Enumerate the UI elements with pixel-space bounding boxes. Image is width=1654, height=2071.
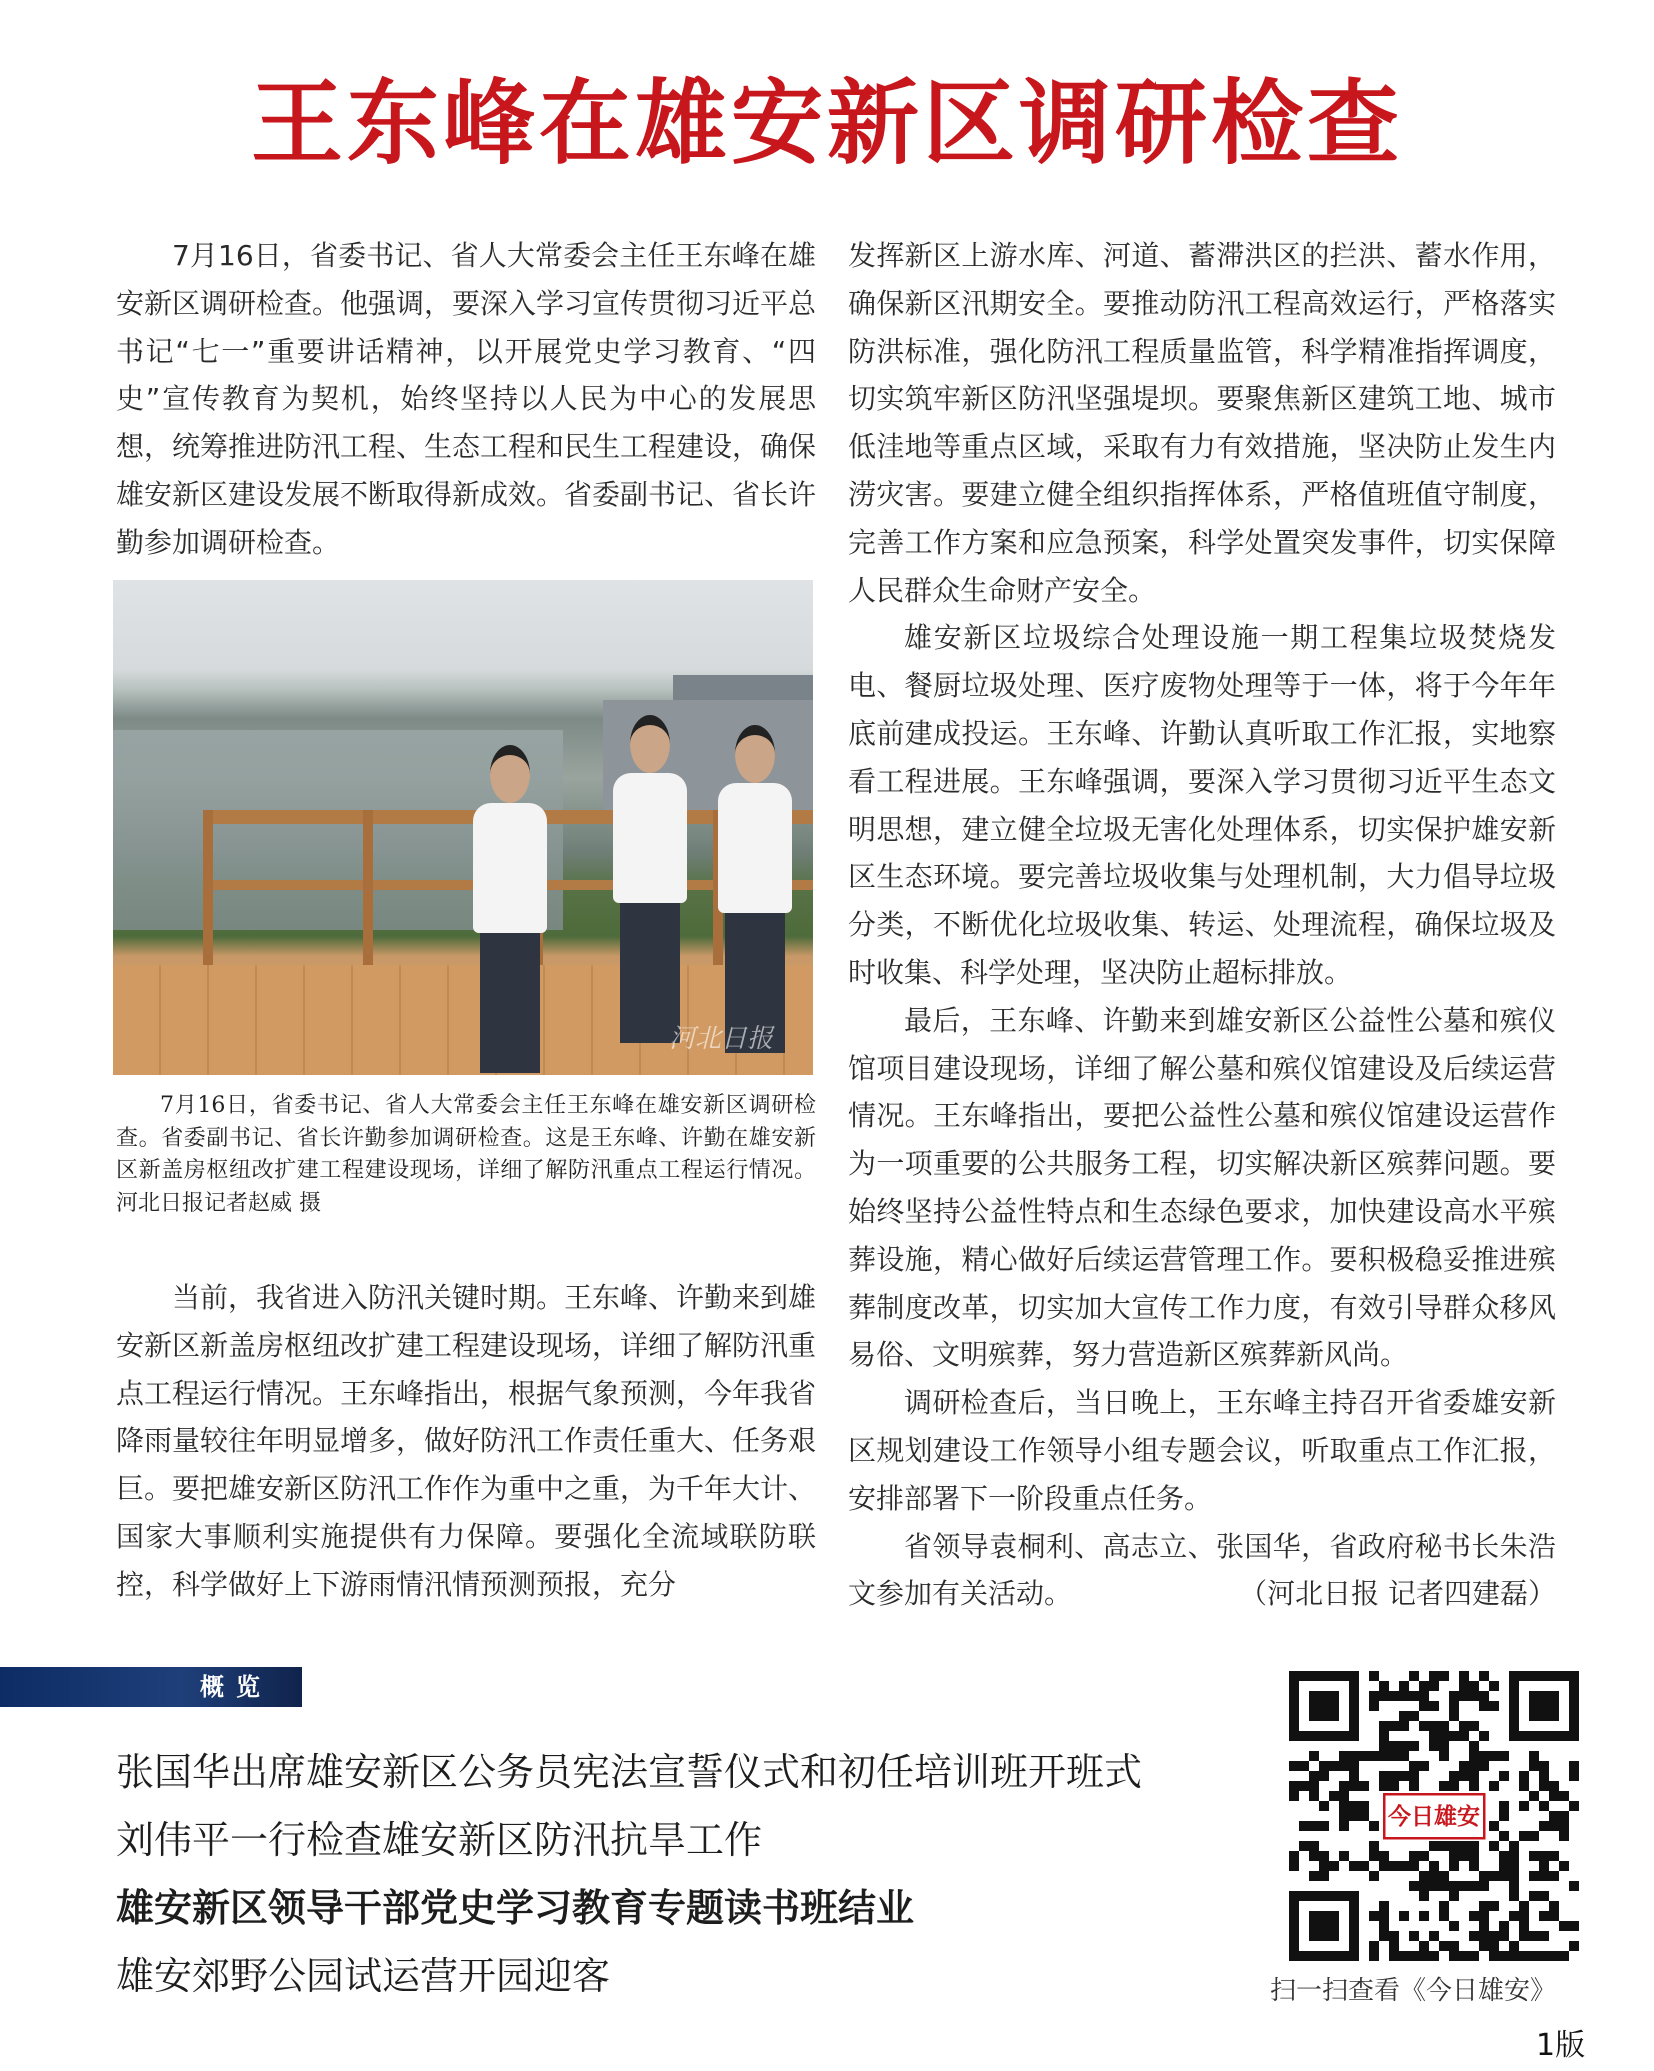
article-paragraph-text: 省领导袁桐利、高志立、张国华，省政府秘书长朱浩文参加有关活动。 (848, 1529, 1556, 1611)
news-photo (113, 580, 813, 1075)
qr-finder-bottom-left (1289, 1891, 1359, 1961)
page-number: 1版 (1536, 2028, 1586, 2063)
article-paragraph-continued: 发挥新区上游水库、河道、蓄滞洪区的拦洪、蓄水作用，确保新区汛期安全。要推动防汛工程高效运行，严格落实防洪标准，强化防汛工程质量监管，科学精准指挥调度，切实筑牢新区防汛坚强堤坝。要聚焦新区建筑工地、城市低洼地等重点区域，采取有力有效措施，坚决防止发生内涝灾害。要建立健全组织指挥体系，严格值班值守制度，完善工作方案和应急预案，科学处置突发事件，切实保障人民群众生命财产安全。 (848, 239, 1556, 607)
overview-link[interactable]: 雄安新区领导干部党史学习教育专题读书班结业 (116, 1886, 915, 1930)
headline: 王东峰在雄安新区调研检查 (250, 69, 1403, 177)
article-column-right (848, 232, 1556, 1618)
article-paragraph: 7月16日，省委书记、省人大常委会主任王东峰在雄安新区调研检查。他强调，要深入学习宣传贯彻习近平总书记“七一”重要讲话精神，以开展党史学习教育、“四史”宣传教育为契机，始终坚持以人民为中心的发展思想，统筹推进防汛工程、生态工程和民生工程建设，确保雄安新区建设发展不断取得新成效。省委副书记、省长许勤参加调研检查。 (116, 239, 817, 559)
photo-watermark: 河北日报 (668, 1024, 773, 1054)
photo-person (613, 715, 687, 1043)
photo-rail-post (363, 810, 373, 970)
article-paragraph: 最后，王东峰、许勤来到雄安新区公益性公墓和殡仪馆项目建设现场，详细了解公墓和殡仪馆建设及后续运营情况。王东峰指出，要把公益性公墓和殡仪馆建设运营作为一项重要的公共服务工程，切实解决新区殡葬问题。要始终坚持公益性特点和生态绿色要求，加快建设高水平殡葬设施，精心做好后续运营管理工作。要积极稳妥推进殡葬制度改革，切实加大宣传工作力度，有效引导群众移风易俗、文明殡葬，努力营造新区殡葬新风尚。 (848, 1003, 1556, 1372)
byline: （河北日报 记者四建磊） (1239, 1577, 1556, 1611)
photo-person (718, 725, 792, 1053)
overview-link[interactable]: 张国华出席雄安新区公务员宪法宣誓仪式和初任培训班开班式 (116, 1750, 1143, 1794)
article-paragraph: 调研检查后，当日晚上，王东峰主持召开省委雄安新区规划建设工作领导小组专题会议，听取重点工作汇报，安排部署下一阶段重点任务。 (848, 1386, 1556, 1515)
photo-caption: 7月16日，省委书记、省人大常委会主任王东峰在雄安新区调研检查。省委副书记、省长许勤参加调研检查。这是王东峰、许勤在雄安新区新盖房枢纽改扩建工程建设现场，详细了解防汛重点工程运行情况。河北日报记者赵威 摄 (116, 1093, 816, 1216)
qr-finder-top-left (1289, 1671, 1359, 1741)
photo-rail-post (203, 810, 213, 970)
overview-label: 概览 (200, 1673, 272, 1701)
article-paragraph (848, 1523, 1556, 1619)
qr-code[interactable] (1289, 1671, 1579, 1961)
qr-finder-top-right (1509, 1671, 1579, 1741)
article-column-left-top (116, 232, 816, 567)
article-paragraph: 当前，我省进入防汛关键时期。王东峰、许勤来到雄安新区新盖房枢纽改扩建工程建设现场，详细了解防汛重点工程运行情况。王东峰指出，根据气象预测，今年我省降雨量较往年明显增多，做好防汛工作责任重大、任务艰巨。要把雄安新区防汛工作作为重中之重，为千年大计、国家大事顺利实施提供有力保障。要强化全流域联防联控，科学做好上下游雨情汛情预测预报，充分 (116, 1281, 817, 1601)
overview-link[interactable]: 刘伟平一行检查雄安新区防汛抗旱工作 (116, 1818, 763, 1862)
article-column-left-bottom (116, 1274, 816, 1609)
qr-label: 扫一扫查看《今日雄安》 (1270, 1976, 1557, 2006)
photo-person (473, 745, 547, 1073)
overview-link[interactable]: 雄安郊野公园试运营开园迎客 (116, 1954, 611, 1998)
qr-logo-text: 今日雄安 (1388, 1803, 1480, 1830)
overview-list (116, 1738, 1196, 2010)
article-paragraph: 雄安新区垃圾综合处理设施一期工程集垃圾焚烧发电、餐厨垃圾处理、医疗废物处理等于一体，将于今年年底前建成投运。王东峰、许勤认真听取工作汇报，实地察看工程进展。王东峰强调，要深入学习贯彻习近平生态文明思想，建立健全垃圾无害化处理体系，切实保护雄安新区生态环境。要完善垃圾收集与处理机制，大力倡导垃圾分类，不断优化垃圾收集、转运、处理流程，确保垃圾及时收集、科学处理，坚决防止超标排放。 (848, 621, 1556, 989)
